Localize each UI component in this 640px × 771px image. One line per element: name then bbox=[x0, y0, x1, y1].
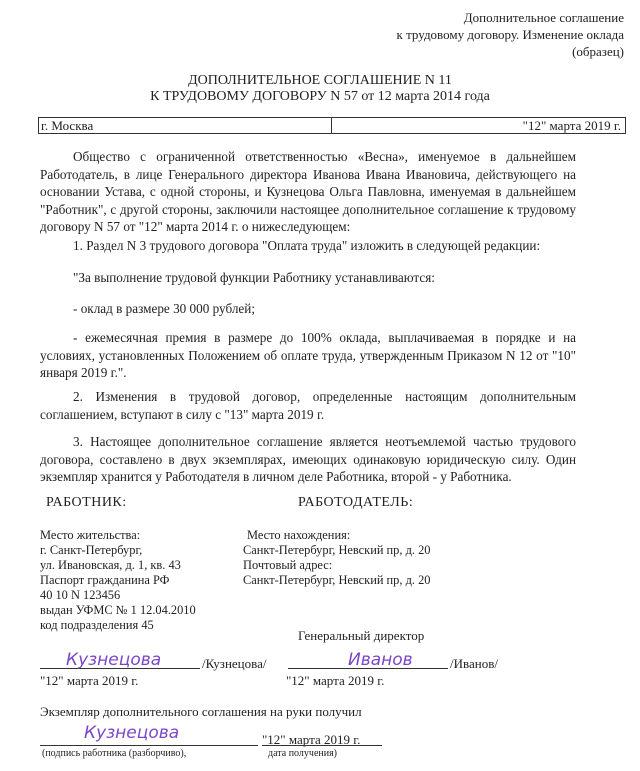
clause-1-salary: - оклад в размере 30 000 рублей; bbox=[73, 301, 256, 316]
employer-location: Санкт-Петербург, Невский пр, д. 20 bbox=[243, 543, 431, 557]
receipt-caption-sign: (подпись работника (разборчиво), bbox=[42, 748, 187, 759]
receipt-date: "12" марта 2019 г. bbox=[262, 732, 361, 747]
employer-name-printed: /Иванов/ bbox=[450, 656, 498, 671]
employee-name-printed: /Кузнецова/ bbox=[202, 656, 267, 671]
header-note-line2: к трудовому договору. Изменение оклада bbox=[396, 27, 624, 42]
employee-signature: Кузнецова bbox=[66, 650, 162, 670]
place-city: г. Москва bbox=[39, 118, 332, 133]
employee-street: ул. Ивановская, д. 1, кв. 43 bbox=[40, 558, 181, 572]
employer-sign-date: "12" марта 2019 г. bbox=[286, 673, 385, 688]
employee-issued-by: выдан УФМС № 1 12.04.2010 bbox=[40, 603, 196, 617]
clause-1: 1. Раздел N 3 трудового договора "Оплата труда" изложить в следующей редакции: bbox=[73, 238, 541, 253]
document-title: ДОПОЛНИТЕЛЬНОЕ СОГЛАШЕНИЕ N 11 bbox=[188, 73, 452, 88]
place-date-table bbox=[38, 117, 626, 134]
employer-postal-label: Почтовый адрес: bbox=[243, 558, 333, 572]
receipt-date-line bbox=[262, 745, 382, 746]
employee-residence-label: Место жительства: bbox=[40, 528, 141, 542]
header-note-line1: Дополнительное соглашение bbox=[463, 10, 624, 25]
receipt-signature-line bbox=[40, 745, 258, 746]
employer-location-label: Место нахождения: bbox=[247, 528, 351, 542]
employer-signature: Иванов bbox=[348, 650, 413, 670]
preamble-paragraph: Общество с ограниченной ответственностью «Весна», именуемое в дальнейшем Работодатель, в лице Генерального директора Иванова Ивана Ивановича, действующего на основании Устава, с одной стороны, и Кузнецова Ольга Павловна, именуемая в дальнейшем "Работник", с другой стороны, заключили настоящее дополнительное соглашение к трудовому договору N 57 от "12" марта 2014 г. о нижеследующем: bbox=[40, 149, 576, 235]
employee-passport-label: Паспорт гражданина РФ bbox=[40, 573, 170, 587]
employee-division-code: код подразделения 45 bbox=[40, 618, 154, 632]
clause-1-bonus: - ежемесячная премия в размере до 100% оклада, выплачиваемая в порядке и на условиях, установленных Положением об оплате труда, утвержденным Приказом N 12 от "10" января 2019 г.". bbox=[40, 330, 576, 381]
clause-1-quote: "За выполнение трудовой функции Работнику устанавливаются: bbox=[73, 270, 435, 285]
employee-passport-number: 40 10 N 123456 bbox=[40, 588, 121, 602]
receipt-text: Экземпляр дополнительного соглашения на руки получил bbox=[40, 704, 362, 719]
clause-3: 3. Настоящее дополнительное соглашение является неотъемлемой частью трудового договора, составлено в двух экземплярах, имеющих одинаковую юридическую силу. Один экземпляр хранится у Работодателя в личном деле Работника, второй - у Работника. bbox=[40, 434, 576, 485]
employer-postal: Санкт-Петербург, Невский пр, д. 20 bbox=[243, 573, 431, 587]
employee-heading: РАБОТНИК: bbox=[46, 495, 127, 510]
receipt-caption-date: дата получения) bbox=[268, 748, 338, 759]
header-note-line3: (образец) bbox=[572, 44, 624, 59]
receipt-signature: Кузнецова bbox=[84, 723, 180, 743]
document-subtitle: К ТРУДОВОМУ ДОГОВОРУ N 57 от 12 марта 2014 года bbox=[150, 89, 490, 104]
clause-2: 2. Изменения в трудовой договор, определенные настоящим дополнительным соглашением, вступают в силу с "13" марта 2019 г. bbox=[40, 389, 576, 422]
employer-heading: РАБОТОДАТЕЛЬ: bbox=[298, 495, 414, 510]
place-date: "12" марта 2019 г. bbox=[522, 118, 621, 133]
employee-city: г. Санкт-Петербург, bbox=[40, 543, 143, 557]
employer-position: Генеральный директор bbox=[298, 628, 425, 643]
employee-sign-date: "12" марта 2019 г. bbox=[40, 673, 139, 688]
